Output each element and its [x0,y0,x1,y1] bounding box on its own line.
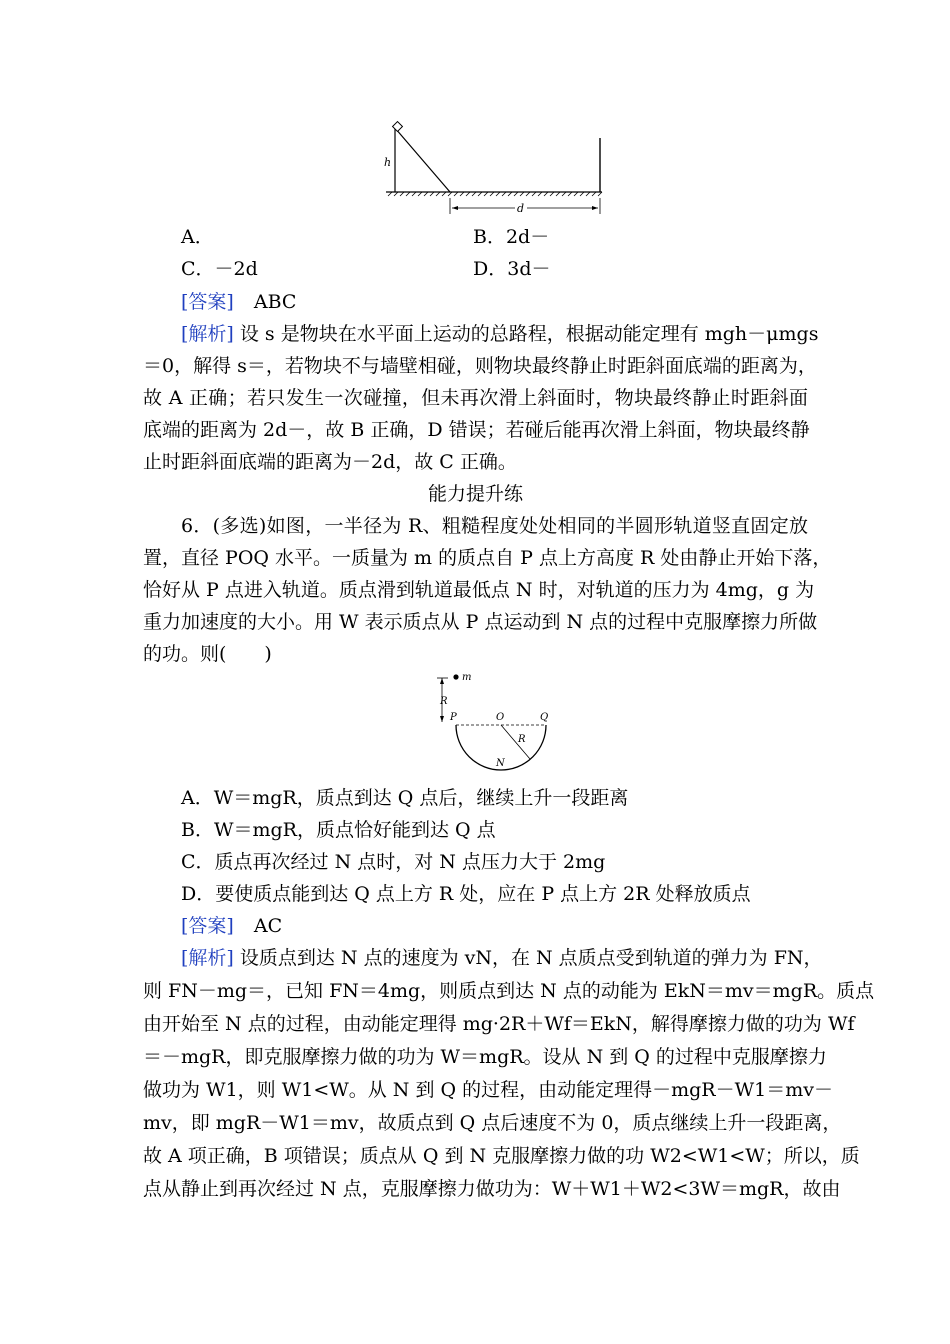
R-height-label: R [440,696,448,707]
q6-answer-tag: [答案] [181,915,234,937]
q5-option-d: D．3d－ [473,258,551,280]
h-label: h [384,156,392,169]
q5-answer-tag: [答案] [181,291,234,313]
q6-answer [181,914,781,938]
q6-analysis-line-4: ＝－mgR，即克服摩擦力做的功为 W＝mgR。设从 N 到 Q 的过程中克服摩擦力 [143,1046,827,1068]
q6-analysis-line-6: mv，即 mgR－W1＝mv，故质点到 Q 点后速度不为 0，质点继续上升一段距离， [143,1112,842,1134]
q5-answer-value: ABC [253,291,297,313]
q5-option-a: A． [181,226,214,248]
m-label: m [462,672,472,683]
q6-option-d: D．要使质点能到达 Q 点上方 R 处，应在 P 点上方 2R 处释放质点 [181,883,751,905]
q6-analysis-line-1 [181,946,823,970]
q6-option-c: C．质点再次经过 N 点时，对 N 点压力大于 2mg [181,851,606,873]
q5-option-c: C．－2d [181,258,258,280]
q6-stem-line-3: 恰好从 P 点进入轨道。质点滑到轨道最低点 N 时，对轨道的压力为 4mg，g 为 [143,579,815,601]
q6-analysis-line-3: 由开始至 N 点的过程，由动能定理得 mg·2R＋Wf＝EkN，解得摩擦力做的功为 Wf [143,1013,855,1035]
P-label: P [450,712,457,723]
section-title: 能力提升练 [427,483,523,505]
q5-option-b: B．2d－ [473,226,550,248]
Q-label: Q [540,712,549,723]
q6-stem-line-2: 置，直径 POQ 水平。一质量为 m 的质点自 P 点上方高度 R 处由静止开始下落， [143,547,832,569]
q6-stem-line-5: 的功。则( ) [143,643,272,665]
q6-analysis-line-7: 故 A 项正确，B 项错误；质点从 Q 到 N 克服摩擦力做的功 W2<W1<W；所以，质 [143,1145,860,1167]
incline-figure [380,118,610,218]
R-radius-label: R [518,734,526,745]
q6-option-a: A．W＝mgR，质点到达 Q 点后，继续上升一段距离 [181,787,629,809]
q5-answer [181,290,781,314]
q6-analysis-line-2: 则 FN－mg＝，已知 FN＝4mg，则质点到达 N 点的动能为 EkN＝mv＝mgR。质点 [143,980,875,1002]
d-label: d [517,202,525,215]
O-label: O [496,712,505,723]
q5-analysis-line-3: 故 A 正确；若只发生一次碰撞，但未再次滑上斜面时，物块最终静止时距斜面 [143,387,808,409]
q6-option-b: B．W＝mgR，质点恰好能到达 Q 点 [181,819,496,841]
q6-stem-line-1: 6．(多选)如图，一半径为 R、粗糙程度处处相同的半圆形轨道竖直固定放 [181,515,808,537]
q5-analysis-line-5: 止时距斜面底端的距离为－2d，故 C 正确。 [143,451,517,473]
q6-stem-line-4: 重力加速度的大小。用 W 表示质点从 P 点运动到 N 点的过程中克服摩擦力所做 [143,611,818,633]
q6-analysis-text-1: 设质点到达 N 点的速度为 vN，在 N 点质点受到轨道的弹力为 FN， [239,947,823,969]
q5-analysis-line-2: ＝0，解得 s＝，若物块不与墙壁相碰，则物块最终静止时距斜面底端的距离为， [143,355,817,377]
q5-analysis-line-4: 底端的距离为 2d－，故 B 正确，D 错误；若碰后能再次滑上斜面，物块最终静 [143,419,810,441]
semicircle-figure [432,668,564,776]
q6-analysis-line-8: 点从静止到再次经过 N 点，克服摩擦力做功为：W＋W1＋W2<3W＝mgR，故由 [143,1178,841,1200]
q6-analysis-line-5: 做功为 W1，则 W1<W。从 N 到 Q 的过程，由动能定理得－mgR－W1＝mv－ [143,1079,833,1101]
q5-analysis-tag: [解析] [181,323,234,345]
q6-analysis-tag: [解析] [181,947,234,969]
N-label: N [496,758,505,769]
q5-analysis-line-1 [181,322,819,346]
q6-answer-value: AC [253,915,283,937]
q5-analysis-text-1: 设 s 是物块在水平面上运动的总路程，根据动能定理有 mgh－μmgs [239,323,819,345]
